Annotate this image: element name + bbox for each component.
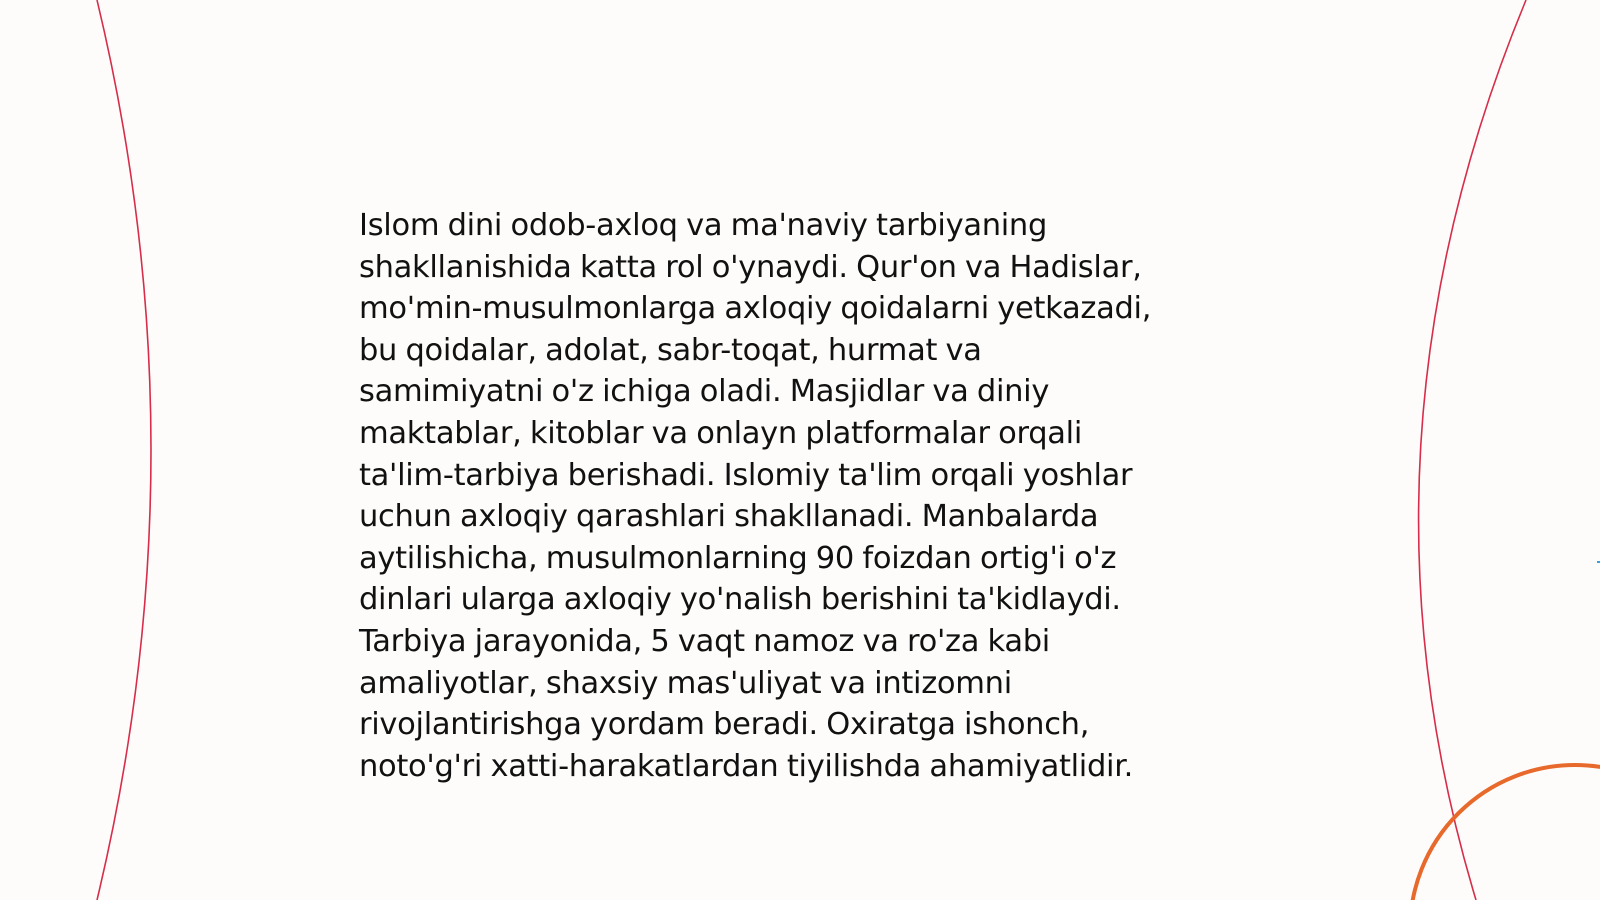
paragraph-line: uchun axloqiy qarashlari shakllanadi. Manbalarda: [359, 499, 1099, 535]
paragraph-line: noto'g'ri xatti-harakatlardan tiyilishda ahamiyatlidir.: [359, 748, 1134, 784]
paragraph-line: rivojlantirishga yordam beradi. Oxiratga ishonch,: [359, 707, 1090, 743]
paragraph-line: Tarbiya jarayonida, 5 vaqt namoz va ro'za kabi: [359, 623, 1050, 659]
body-paragraph: [359, 205, 1239, 787]
paragraph-line: bu qoidalar, adolat, sabr-toqat, hurmat va: [359, 332, 982, 368]
paragraph-line: ta'lim-tarbiya berishadi. Islomiy ta'lim orqali yoshlar: [359, 457, 1133, 493]
paragraph-line: Islom dini odob-axloq va ma'naviy tarbiyaning: [359, 208, 1048, 243]
paragraph-line: aytilishicha, musulmonlarning 90 foizdan ortig'i o'z: [359, 540, 1117, 576]
paragraph-line: mo'min-musulmonlarga axloqiy qoidalarni yetkazadi,: [359, 291, 1152, 327]
orange-decorative-arc: [1410, 765, 1600, 900]
paragraph-line: dinlari ularga axloqiy yo'nalish berishini ta'kidlaydi.: [359, 582, 1121, 618]
right-decorative-curve: [1419, 0, 1526, 900]
paragraph-line: samimiyatni o'z ichiga oladi. Masjidlar va diniy: [359, 374, 1050, 410]
paragraph-line: shakllanishida katta rol o'ynaydi. Qur'on va Hadislar,: [359, 249, 1142, 285]
left-decorative-curve: [97, 0, 151, 900]
paragraph-line: maktablar, kitoblar va onlayn platformalar orqali: [359, 415, 1082, 451]
paragraph-line: amaliyotlar, shaxsiy mas'uliyat va intizomni: [359, 665, 1012, 701]
